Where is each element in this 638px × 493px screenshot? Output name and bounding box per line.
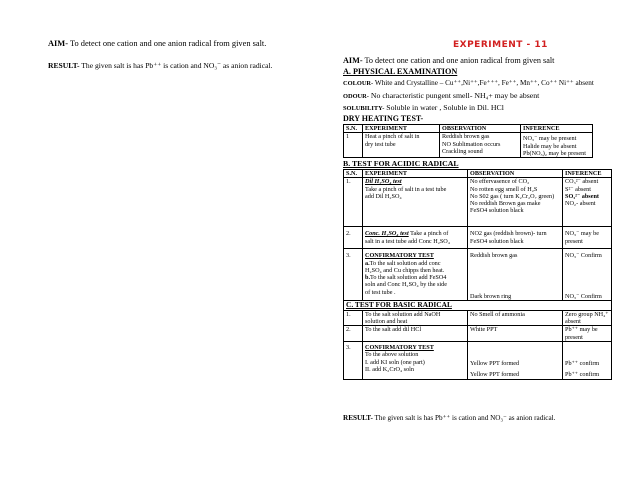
text-line: Dark brown ring [470, 293, 512, 300]
text-line: To the salt solution add NaOH [365, 310, 441, 318]
text-line: FeSO4 solution black [470, 207, 524, 215]
text-line: NO₃⁻ may be [565, 230, 599, 238]
col-experiment: EXPERIMENT [363, 170, 468, 178]
cell-sn: 1. [344, 178, 363, 227]
text-line: No effervasence of CO₂ [470, 178, 530, 186]
text-line: NO₂- absent [565, 200, 596, 208]
cell-inference [563, 227, 612, 249]
cell-observation [468, 342, 563, 380]
text-line: Pb(NO₃)₂ may be present [523, 149, 586, 157]
text-line: NO Sublimation occurs [442, 140, 501, 148]
solubility-line [343, 103, 504, 113]
cell-experiment [363, 178, 468, 227]
cell-inference [521, 133, 593, 158]
text-line: NO₃⁻ Confirm [565, 252, 602, 260]
odour-text: No characteristic pungent smell- NH₄+ may be absent [368, 91, 540, 100]
text-line: To the salt solution add conc [369, 259, 441, 267]
cell-sn: 3. [344, 249, 363, 301]
colour-label: COLOUR- [343, 80, 374, 87]
text-line: Heat a pinch of salt in [365, 133, 420, 141]
right-result-label: RESULT- [343, 414, 373, 422]
text-line: dry test tube [365, 140, 396, 148]
text-line: Crackling sound [442, 147, 483, 155]
table-row [344, 310, 612, 326]
text-line: S²⁻ absent [565, 185, 591, 193]
text-line: Yellow PPT formed [470, 360, 520, 368]
text-line: To the salt solution add FeSO4 [370, 274, 447, 282]
right-result [343, 414, 555, 423]
text-line: add Dil H₂SO₄ [365, 192, 402, 200]
text-line: present [565, 237, 583, 245]
colour-text: White and Crystalline – Cu⁺⁺,Ni⁺⁺,Fe⁺⁺⁺, Fe⁺⁺, Mn⁺⁺, Co⁺⁺ Ni⁺⁺ absent [373, 79, 594, 87]
table-header-row [344, 170, 612, 178]
text-line: No rotten egg smell of H₂S [470, 185, 538, 193]
cell-experiment [363, 342, 468, 380]
solubility-label: SOLUBILITY- [343, 105, 385, 112]
text-line: solution and heat [365, 318, 408, 326]
section-c-heading: C. TEST FOR BASIC RADICAL [344, 301, 612, 311]
table-row [344, 342, 612, 380]
col-inference: INFERENCE [563, 170, 612, 178]
cell-experiment [363, 310, 468, 326]
odour-label: ODOUR- [343, 93, 369, 100]
cell-experiment: To the salt add dil HCl [363, 326, 468, 342]
cell-inference [563, 249, 612, 301]
text-line: salt in a test tube add Conc H₂SO₄ [365, 237, 450, 245]
dry-heating-table [343, 124, 593, 158]
col-observation: OBSERVATION [468, 170, 563, 178]
text-line: Pb⁺⁺ confirm [565, 360, 600, 368]
test-title: Dil H₂SO₄ test [365, 178, 402, 186]
col-experiment: EXPERIMENT [363, 125, 440, 133]
text-line: soln and Conc H₂SO₄ by the side [365, 281, 447, 289]
cell-experiment [363, 133, 440, 158]
text-line: NO₃⁻ Confirm [565, 293, 602, 300]
cell-sn: 3. [344, 342, 363, 380]
text-line: Take a pinch of salt in a test tube [365, 185, 447, 193]
text-line: Halide may be absent [523, 142, 577, 150]
text-line: CO₃²⁻ absent [565, 178, 599, 186]
col-sn: S.N. [344, 170, 363, 178]
left-result [48, 62, 272, 71]
step-label: a. [365, 259, 370, 267]
text-line: II. add K₂CrO₄ soln [365, 365, 414, 373]
test-title: CONFIRMATORY TEST [365, 344, 434, 352]
section-c-row [344, 301, 612, 311]
table-row [344, 326, 612, 342]
experiment-title: EXPERIMENT - 11 [453, 40, 548, 50]
cell-experiment [363, 249, 468, 301]
cell-experiment [363, 227, 468, 249]
text-line: Yellow PPT formed [470, 370, 520, 378]
table-header-row [344, 125, 593, 133]
text-line: Take a pinch of [408, 230, 449, 238]
test-title: CONFIRMATORY TEST [365, 252, 434, 260]
cell-inference [563, 342, 612, 380]
text-line: Reddish brown gas [442, 133, 490, 141]
text-line: present [565, 333, 583, 341]
right-aim [343, 56, 554, 66]
cell-observation [468, 178, 563, 227]
section-a-heading: A. PHYSICAL EXAMINATION [343, 67, 458, 76]
col-observation: OBSERVATION [440, 125, 521, 133]
table-row [344, 227, 612, 249]
section-b-heading: B. TEST FOR ACIDIC RADICAL [343, 159, 459, 168]
text-line: NO₃⁻ may be present [523, 135, 577, 143]
table-row [344, 133, 593, 158]
cell-sn: 1 [344, 133, 363, 158]
text-line: SO₃²⁻ absent [565, 192, 599, 200]
text-line: I. add KI soln (one part) [365, 358, 425, 366]
table-row [344, 178, 612, 227]
right-aim-text: To detect one cation and one anion radical from given salt [362, 56, 555, 65]
right-aim-label: AIM- [343, 56, 363, 65]
text-line: H₂SO₄ and Cu chipps then heat. [365, 266, 445, 274]
dry-heating-heading: DRY HEATING TEST- [343, 114, 424, 123]
cell-inference [563, 310, 612, 326]
text-line: absent [565, 318, 581, 326]
cell-sn: 2. [344, 326, 363, 342]
col-inference: INFERENCE [521, 125, 593, 133]
left-aim [48, 40, 266, 49]
test-title: Conc. H₂SO₄ test [365, 230, 409, 238]
solubility-text: Soluble in water , Soluble in Dil. HCl [384, 103, 504, 112]
left-result-label: RESULT- [48, 61, 80, 70]
table-row [344, 249, 612, 301]
colour-line [343, 79, 594, 88]
cell-observation: White PPT [468, 326, 563, 342]
acidic-basic-table [343, 169, 612, 380]
text-line: of test tube . [365, 288, 396, 296]
cell-sn: 1. [344, 310, 363, 326]
text-line: Pb⁺⁺ may be [565, 326, 598, 334]
left-aim-label: AIM- [48, 39, 69, 48]
text-line: No reddish Brown gas make [470, 200, 541, 208]
text-line: FeSO4 solution black [470, 237, 524, 245]
text-line: Pb⁺⁺ confirm [565, 370, 600, 378]
cell-inference [563, 178, 612, 227]
left-aim-text: To detect one cation and one anion radical from given salt. [68, 39, 267, 48]
left-result-text: The given salt is has Pb⁺⁺ is cation and NO₃⁻ as anion radical. [79, 61, 273, 70]
cell-inference [563, 326, 612, 342]
cell-observation [468, 249, 563, 301]
cell-sn: 2. [344, 227, 363, 249]
cell-observation [468, 227, 563, 249]
text-line: No S02 gas ( turn K₂Cr₂O₇ green) [470, 192, 555, 200]
text-line: Zero group NH₄⁺ [565, 310, 609, 318]
odour-line [343, 91, 539, 101]
text-line: Reddish brown gas [470, 252, 518, 260]
text-line: NO2 gas (reddish brown)- turn [470, 230, 547, 238]
cell-observation: No Smell of ammonia [468, 310, 563, 326]
step-label: b. [365, 274, 370, 282]
col-sn: S.N. [344, 125, 363, 133]
cell-observation [440, 133, 521, 158]
right-result-text: The given salt is has Pb⁺⁺ is cation and NO₃⁻ as anion radical. [372, 414, 556, 422]
text-line: To the above solution [365, 351, 419, 359]
